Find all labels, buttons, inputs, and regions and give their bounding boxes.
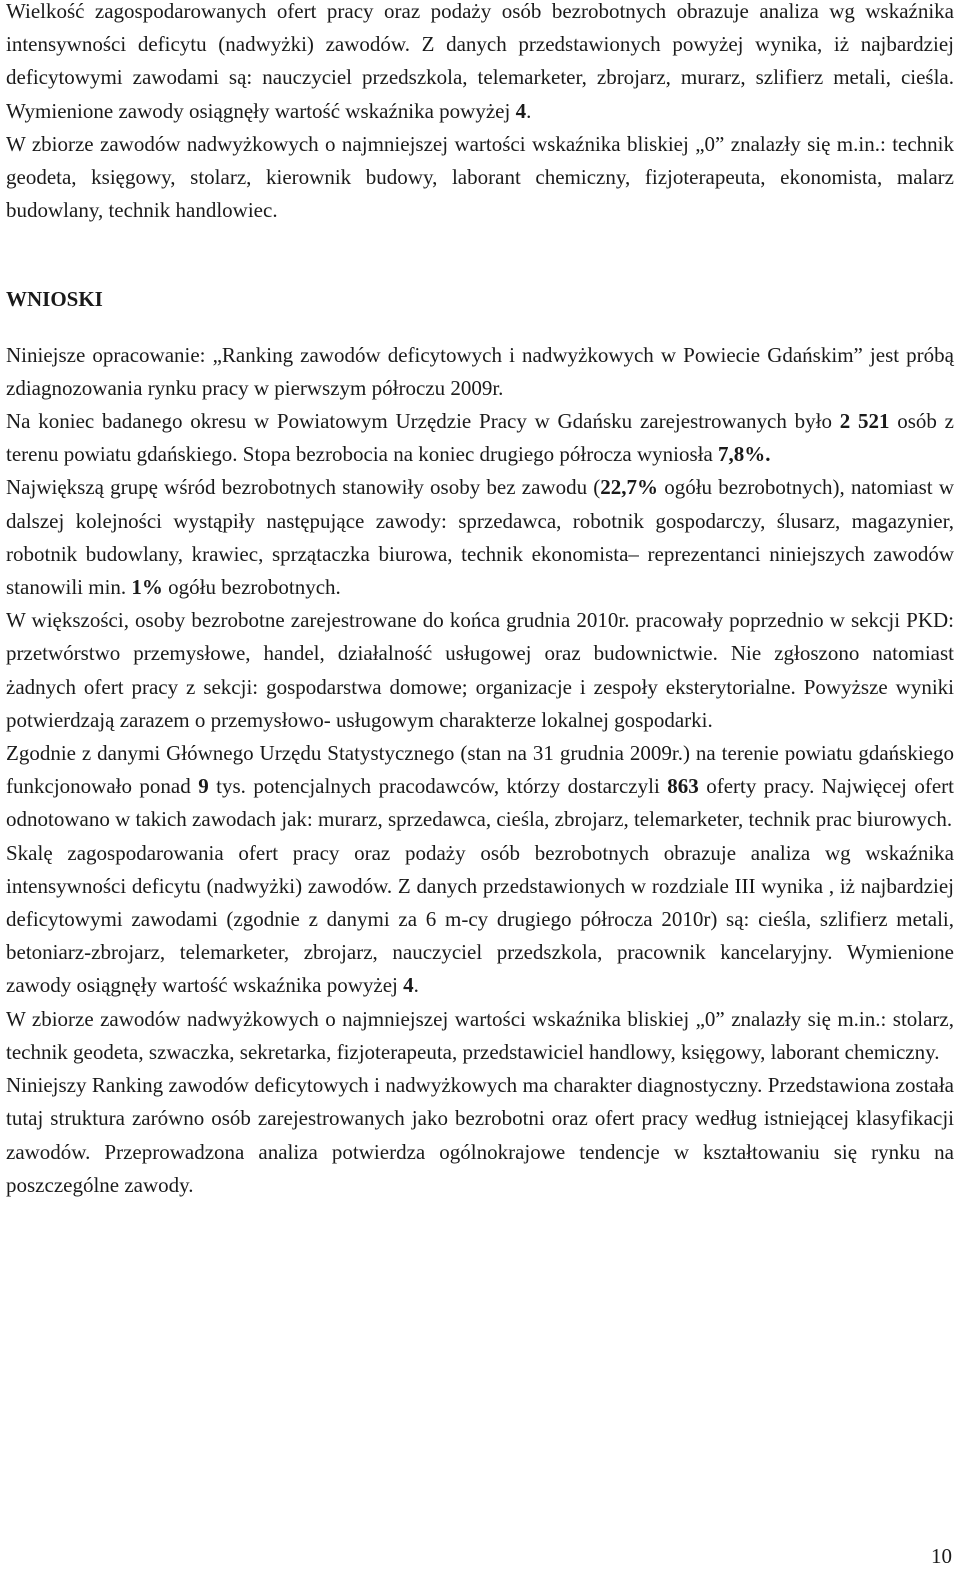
paragraph-report-intro: Niniejsze opracowanie: „Ranking zawodów deficytowych i nadwyżkowych w Powiecie Gdańskim” jest próbą zdiagnozowania rynku pracy w pierwszym półroczu 2009r. [6, 342, 954, 400]
paragraph-largest-group: Największą grupę wśród bezrobotnych stanowiły osoby bez zawodu (22,7% ogółu bezrobotnych), natomiast w dalszej kolejności wystąpiły następujące zawody: sprzedawca, robotnik gospodarczy, ślusarz, magazynier, robotnik budowlany, krawiec, sprzątaczka biurowa, technik ekonomista– reprezentanci niniejszych zawodów stanowili min. 1% ogółu bezrobotnych. [6, 475, 954, 600]
paragraph-deficit-chapter-three: Skalę zagospodarowania ofert pracy oraz podaży osób bezrobotnych obrazuje analiza wg wskaźnika intensywności deficytu (nadwyżki) zawodów. Z danych przedstawionych w rozdziale III wynika , iż najbardziej deficytowymi zawodami (zgodnie z danymi za 6 m-cy drugiego półrocza 2010r) są: cieśla, szlifierz metali, betoniarz-zbrojarz, telemarketer, zbrojarz, nauczyciel przedszkola, pracownik kancelaryjny. Wymienione zawody osiągnęły wartość wskaźnika powyżej 4. [6, 840, 954, 998]
paragraph-deficit-analysis: Wielkość zagospodarowanych ofert pracy oraz podaży osób bezrobotnych obrazuje analiza wg wskaźnika intensywności deficytu (nadwyżki) zawodów. Z danych przedstawionych powyżej wynika, iż najbardziej deficytowymi zawodami są: nauczyciel przedszkola, telemarketer, zbrojarz, murarz, szlifierz metali, cieśla. Wymienione zawody osiągnęły wartość wskaźnika powyżej 4. [6, 0, 954, 123]
paragraph-registered-unemployed: Na koniec badanego okresu w Powiatowym Urzędzie Pracy w Gdańsku zarejestrowanych było 2 521 osób z terenu powiatu gdańskiego. Stopa bezrobocia na koniec drugiego półrocza wyniosła 7,8%. [6, 409, 955, 467]
paragraph-diagnostic-character: Niniejszy Ranking zawodów deficytowych i nadwyżkowych ma charakter diagnostyczny. Przedstawiona została tutaj struktura zarówno osób zarejestrowanych jako bezrobotni oraz ofert pracy według istniejącej klasyfikacji zawodów. Przeprowadzona analiza potwierdza ogólnokrajowe tendencje w kształtowaniu się rynku na poszczególne zawody. [6, 1073, 954, 1197]
page-content [6, 0, 954, 1202]
paragraph-pkd-sections: W większości, osoby bezrobotne zarejestrowane do końca grudnia 2010r. pracowały poprzednio w sekcji PKD: przetwórstwo przemysłowe, handel, działalność usługowej oraz budownictwie. Nie zgłoszono natomiast żadnych ofert pracy z sekcji: gospodarstwa domowe; organizacje i zespoły eksterytorialne. Powyższe wyniki potwierdzają zarazem o przemysłowo- usługowym charakterze lokalnej gospodarki. [6, 608, 954, 732]
section-heading-wnioski: WNIOSKI [6, 287, 103, 312]
paragraph-surplus-second-half: W zbiorze zawodów nadwyżkowych o najmniejszej wartości wskaźnika bliskiej „0” znalazły się m.in.: stolarz, technik geodeta, szwaczka, sekretarka, fizjoterapeuta, przedstawiciel handlowy, księgowy, laborant chemiczny. [6, 1006, 954, 1064]
paragraph-gus-data: Zgodnie z danymi Głównego Urzędu Statystycznego (stan na 31 grudnia 2009r.) na terenie powiatu gdańskiego funkcjonowało ponad 9 tys. potencjalnych pracodawców, którzy dostarczyli 863 oferty pracy. Najwięcej ofert odnotowano w takich zawodach jak: murarz, sprzedawca, cieśla, zbrojarz, telemarketer, technik prac biurowych. [6, 741, 954, 832]
paragraph-surplus-occupations: W zbiorze zawodów nadwyżkowych o najmniejszej wartości wskaźnika bliskiej „0” znalazły się m.in.: technik geodeta, księgowy, stolarz, kierownik budowy, laborant chemiczny, fizjoterapeuta, ekonomista, malarz budowlany, technik handlowiec. [6, 131, 954, 223]
page-number: 10 [931, 1544, 952, 1568]
